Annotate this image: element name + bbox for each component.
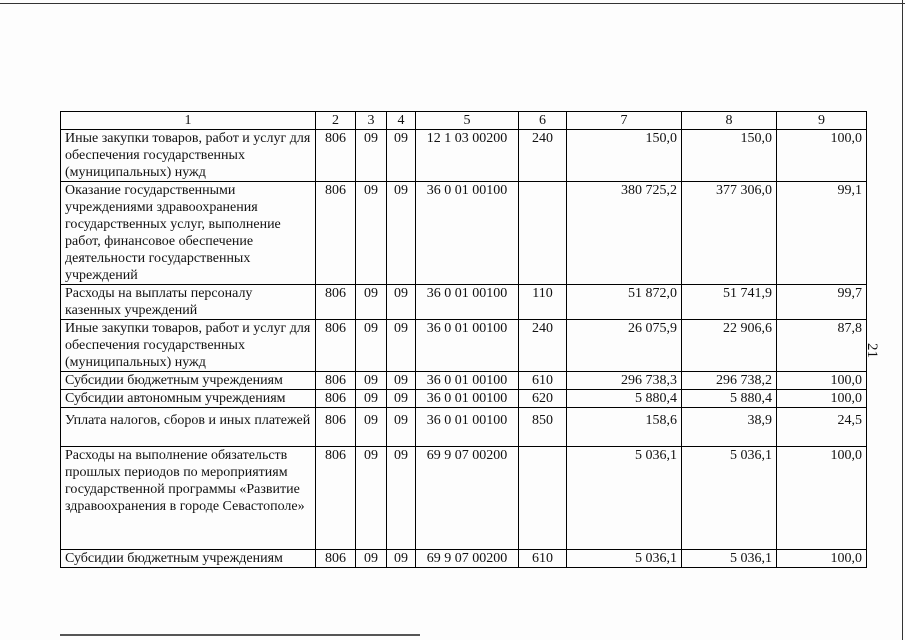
column-header: 2: [316, 112, 356, 130]
cell-section: 09: [356, 390, 387, 408]
cell-expense-type: 240: [519, 320, 567, 372]
cell-percent: 100,0: [777, 130, 867, 182]
cell-expense-type: 620: [519, 390, 567, 408]
cell-executed: 150,0: [682, 130, 777, 182]
column-header: 4: [387, 112, 416, 130]
table-row: [61, 285, 867, 320]
cell-expense-type: 850: [519, 408, 567, 447]
cell-target-article: 36 0 01 00100: [416, 285, 519, 320]
cell-percent: 99,1: [777, 182, 867, 285]
cell-ministry-code: 806: [316, 182, 356, 285]
cell-percent: 87,8: [777, 320, 867, 372]
cell-expense-type: 240: [519, 130, 567, 182]
cell-planned: 150,0: [567, 130, 682, 182]
cell-subsection: 09: [387, 390, 416, 408]
cell-percent: 100,0: [777, 390, 867, 408]
cell-section: 09: [356, 408, 387, 447]
scan-border-top: [0, 3, 905, 4]
column-header: 1: [61, 112, 316, 130]
cell-target-article: 12 1 03 00200: [416, 130, 519, 182]
cell-planned: 5 036,1: [567, 447, 682, 550]
cell-description: Иные закупки товаров, работ и услуг для обеспечения государственных (муниципальных) нужд: [61, 130, 316, 182]
table-row: [61, 390, 867, 408]
table-header-row: [61, 112, 867, 130]
column-header: 9: [777, 112, 867, 130]
cell-expense-type: 110: [519, 285, 567, 320]
cell-executed: 296 738,2: [682, 372, 777, 390]
cell-ministry-code: 806: [316, 372, 356, 390]
cell-percent: 100,0: [777, 372, 867, 390]
cell-expense-type: [519, 447, 567, 550]
cell-subsection: 09: [387, 447, 416, 550]
cell-target-article: 69 9 07 00200: [416, 550, 519, 568]
cell-description: Расходы на выплаты персоналу казенных учреждений: [61, 285, 316, 320]
cell-subsection: 09: [387, 320, 416, 372]
cell-target-article: 36 0 01 00100: [416, 320, 519, 372]
cell-executed: 5 036,1: [682, 447, 777, 550]
cell-planned: 26 075,9: [567, 320, 682, 372]
scan-border-bottom: [60, 634, 420, 636]
cell-percent: 100,0: [777, 447, 867, 550]
table-row: [61, 408, 867, 447]
cell-description: Иные закупки товаров, работ и услуг для обеспечения государственных (муниципальных) нужд: [61, 320, 316, 372]
cell-description: Субсидии автономным учреждениям: [61, 390, 316, 408]
cell-description: Оказание государственными учреждениями здравоохранения государственных услуг, выполнение работ, финансовое обеспечение деятельности государственных учреждений: [61, 182, 316, 285]
cell-section: 09: [356, 130, 387, 182]
cell-ministry-code: 806: [316, 550, 356, 568]
cell-expense-type: 610: [519, 372, 567, 390]
cell-ministry-code: 806: [316, 447, 356, 550]
cell-percent: 99,7: [777, 285, 867, 320]
cell-ministry-code: 806: [316, 320, 356, 372]
cell-executed: 377 306,0: [682, 182, 777, 285]
cell-target-article: 36 0 01 00100: [416, 372, 519, 390]
cell-ministry-code: 806: [316, 285, 356, 320]
cell-expense-type: [519, 182, 567, 285]
cell-percent: 24,5: [777, 408, 867, 447]
cell-subsection: 09: [387, 408, 416, 447]
cell-planned: 296 738,3: [567, 372, 682, 390]
cell-subsection: 09: [387, 372, 416, 390]
cell-planned: 5 036,1: [567, 550, 682, 568]
column-header: 7: [567, 112, 682, 130]
cell-description: Расходы на выполнение обязательств прошлых периодов по мероприятиям государственной программы «Развитие здравоохранения в городе Севастополе»: [61, 447, 316, 550]
cell-target-article: 69 9 07 00200: [416, 447, 519, 550]
cell-expense-type: 610: [519, 550, 567, 568]
cell-ministry-code: 806: [316, 130, 356, 182]
cell-executed: 38,9: [682, 408, 777, 447]
table-row: [61, 372, 867, 390]
budget-table: [60, 111, 867, 568]
table-row: [61, 320, 867, 372]
cell-section: 09: [356, 182, 387, 285]
column-header: 6: [519, 112, 567, 130]
page-number: 21: [864, 343, 880, 358]
cell-executed: 51 741,9: [682, 285, 777, 320]
cell-planned: 51 872,0: [567, 285, 682, 320]
cell-subsection: 09: [387, 130, 416, 182]
column-header: 3: [356, 112, 387, 130]
cell-planned: 158,6: [567, 408, 682, 447]
cell-description: Субсидии бюджетным учреждениям: [61, 372, 316, 390]
cell-description: Уплата налогов, сборов и иных платежей: [61, 408, 316, 447]
table-row: [61, 182, 867, 285]
cell-section: 09: [356, 320, 387, 372]
cell-subsection: 09: [387, 182, 416, 285]
cell-section: 09: [356, 447, 387, 550]
cell-subsection: 09: [387, 285, 416, 320]
cell-description: Субсидии бюджетным учреждениям: [61, 550, 316, 568]
table-row: [61, 130, 867, 182]
table-row: [61, 447, 867, 550]
cell-planned: 5 880,4: [567, 390, 682, 408]
table-row: [61, 550, 867, 568]
cell-percent: 100,0: [777, 550, 867, 568]
scan-border-right: [902, 0, 903, 640]
cell-section: 09: [356, 372, 387, 390]
cell-executed: 5 880,4: [682, 390, 777, 408]
cell-ministry-code: 806: [316, 390, 356, 408]
cell-subsection: 09: [387, 550, 416, 568]
cell-section: 09: [356, 285, 387, 320]
cell-target-article: 36 0 01 00100: [416, 390, 519, 408]
cell-section: 09: [356, 550, 387, 568]
cell-target-article: 36 0 01 00100: [416, 408, 519, 447]
column-header: 8: [682, 112, 777, 130]
cell-executed: 22 906,6: [682, 320, 777, 372]
cell-planned: 380 725,2: [567, 182, 682, 285]
cell-target-article: 36 0 01 00100: [416, 182, 519, 285]
cell-executed: 5 036,1: [682, 550, 777, 568]
cell-ministry-code: 806: [316, 408, 356, 447]
column-header: 5: [416, 112, 519, 130]
